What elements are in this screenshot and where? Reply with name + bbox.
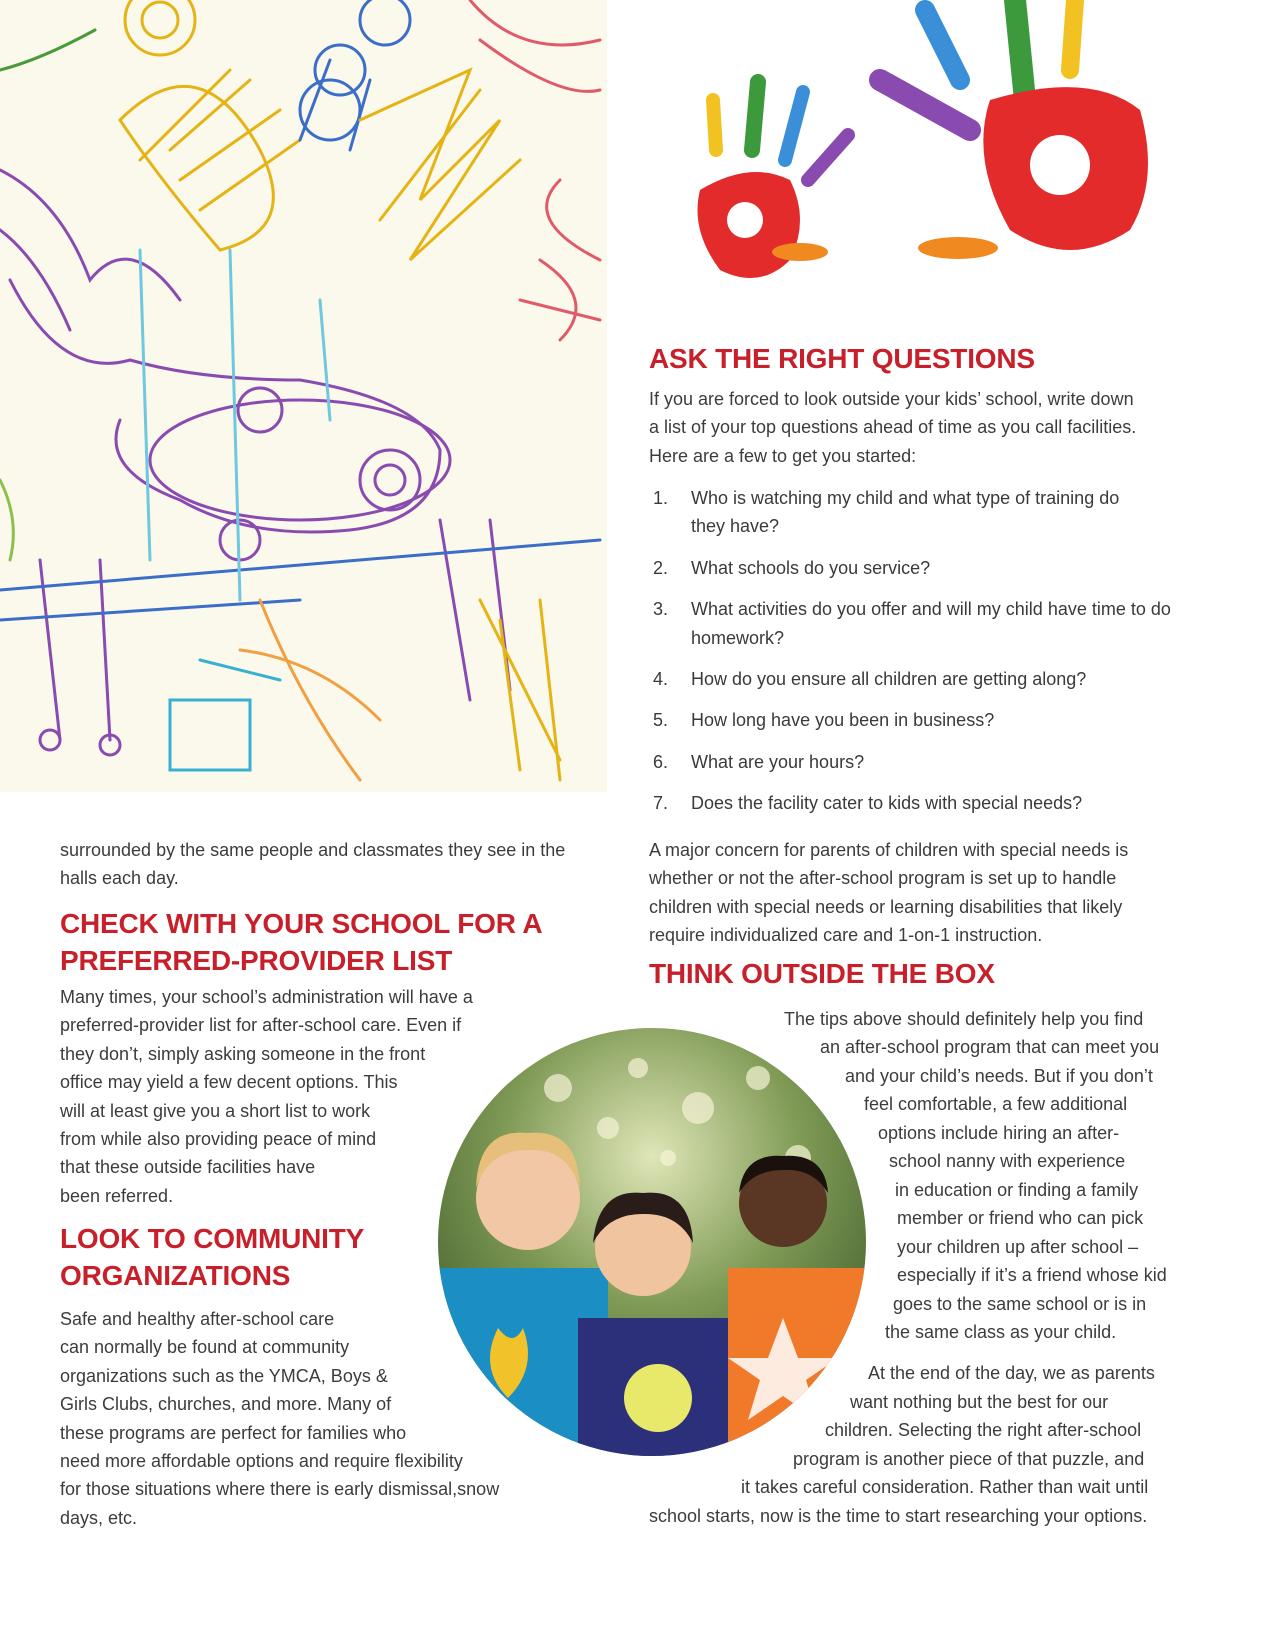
think-outside-line: and your child’s needs. But if you don’t bbox=[845, 1066, 1153, 1086]
community-line: days, etc. bbox=[60, 1507, 138, 1528]
special-needs-line: whether or not the after-school program is set up to handle bbox=[649, 868, 1117, 889]
think-outside-line: children. Selecting the right after-school bbox=[825, 1420, 1142, 1440]
question-number: 3. bbox=[653, 599, 669, 620]
think-outside-line: program is another piece of that puzzle, and bbox=[793, 1449, 1145, 1469]
kids-photo bbox=[438, 1028, 866, 1456]
check-school-line: been referred. bbox=[60, 1185, 174, 1206]
crayon-doodle-image bbox=[0, 0, 607, 792]
check-school-line: Many times, your school’s administration will have a bbox=[60, 987, 473, 1007]
check-school-line: that these outside facilities have bbox=[60, 1157, 316, 1178]
check-school-heading-line: CHECK WITH YOUR SCHOOL FOR A bbox=[60, 908, 543, 939]
community-line: can normally be found at community bbox=[60, 1337, 350, 1358]
ask-questions-heading: ASK THE RIGHT QUESTIONS bbox=[649, 343, 1035, 374]
think-outside-line: your children up after school – bbox=[897, 1237, 1139, 1257]
check-school-line: will at least give you a short list to work bbox=[60, 1100, 371, 1121]
question-number: 5. bbox=[653, 710, 669, 731]
check-school-line: office may yield a few decent options. This bbox=[60, 1072, 398, 1093]
community-line: organizations such as the YMCA, Boys & bbox=[60, 1365, 388, 1386]
check-school-line: they don’t, simply asking someone in the front bbox=[60, 1043, 426, 1064]
question-number: 2. bbox=[653, 557, 669, 578]
think-outside-line: feel comfortable, a few additional bbox=[864, 1094, 1128, 1114]
check-school-paragraph bbox=[60, 983, 500, 1210]
think-outside-line: the same class as your child. bbox=[885, 1322, 1117, 1342]
handprints-image bbox=[690, 0, 1220, 300]
question-item bbox=[653, 554, 1193, 582]
question-text: What schools do you service? bbox=[691, 557, 931, 578]
community-line: need more affordable options and require flexibility bbox=[60, 1451, 463, 1472]
question-text: Does the facility cater to kids with special needs? bbox=[691, 793, 1083, 814]
community-heading-line: LOOK TO COMMUNITY bbox=[60, 1223, 365, 1254]
community-line: for those situations where there is early dismissal,snow bbox=[60, 1479, 500, 1500]
check-school-line: preferred-provider list for after-school care. Even if bbox=[60, 1015, 462, 1036]
special-needs-line: A major concern for parents of children with special needs is bbox=[649, 840, 1129, 860]
question-number: 1. bbox=[653, 488, 669, 508]
question-item bbox=[653, 789, 1193, 817]
think-outside-line: At the end of the day, we as parents bbox=[868, 1363, 1155, 1383]
question-text: How do you ensure all children are getting along? bbox=[691, 669, 1087, 690]
check-school-heading bbox=[60, 905, 542, 979]
think-outside-line: school starts, now is the time to start researching your options. bbox=[649, 1506, 1148, 1526]
think-outside-line: an after-school program that can meet you bbox=[820, 1037, 1160, 1057]
community-line: Girls Clubs, churches, and more. Many of bbox=[60, 1394, 392, 1415]
think-outside-line: options include hiring an after- bbox=[878, 1123, 1120, 1143]
think-outside-line: The tips above should definitely help you find bbox=[784, 1009, 1144, 1029]
question-item bbox=[653, 484, 1151, 541]
think-outside-line: in education or finding a family bbox=[895, 1180, 1139, 1200]
continuation-line: halls each day. bbox=[60, 868, 179, 889]
question-text: Who is watching my child and what type of training do they have? bbox=[691, 488, 1120, 537]
question-number: 6. bbox=[653, 751, 669, 772]
question-item bbox=[653, 665, 1193, 693]
check-school-heading-line: PREFERRED-PROVIDER LIST bbox=[60, 945, 453, 976]
continuation-paragraph bbox=[60, 836, 620, 893]
community-line: these programs are perfect for families who bbox=[60, 1422, 407, 1443]
ask-intro-line: If you are forced to look outside your kids’ school, write down bbox=[649, 389, 1134, 409]
think-outside-line: member or friend who can pick bbox=[897, 1208, 1144, 1228]
think-outside-line: especially if it’s a friend whose kid bbox=[897, 1265, 1167, 1285]
continuation-line: surrounded by the same people and classmates they see in the bbox=[60, 840, 566, 860]
question-item bbox=[653, 748, 1193, 776]
special-needs-line: require individualized care and 1-on-1 instruction. bbox=[649, 925, 1043, 946]
question-text: How long have you been in business? bbox=[691, 710, 995, 731]
think-outside-line: goes to the same school or is in bbox=[893, 1294, 1147, 1314]
ask-intro-line: Here are a few to get you started: bbox=[649, 445, 917, 466]
special-needs-paragraph bbox=[649, 836, 1209, 950]
question-number: 7. bbox=[653, 793, 669, 814]
think-outside-heading: THINK OUTSIDE THE BOX bbox=[649, 958, 995, 989]
think-outside-line: want nothing but the best for our bbox=[850, 1392, 1109, 1412]
community-heading-line: ORGANIZATIONS bbox=[60, 1260, 291, 1291]
community-line: Safe and healthy after-school care bbox=[60, 1309, 335, 1329]
question-number: 4. bbox=[653, 669, 669, 690]
ask-intro-paragraph bbox=[649, 385, 1209, 470]
question-item bbox=[653, 706, 1193, 734]
questions-list bbox=[653, 484, 1193, 831]
think-outside-line: it takes careful consideration. Rather than wait until bbox=[741, 1477, 1149, 1497]
ask-intro-line: a list of your top questions ahead of time as you call facilities. bbox=[649, 417, 1137, 438]
special-needs-line: children with special needs or learning disabilities that likely bbox=[649, 896, 1123, 917]
think-outside-line: school nanny with experience bbox=[889, 1151, 1126, 1171]
check-school-line: from while also providing peace of mind bbox=[60, 1129, 377, 1150]
question-text: What are your hours? bbox=[691, 751, 865, 772]
community-heading bbox=[60, 1220, 364, 1294]
question-text: What activities do you offer and will my child have time to do homework? bbox=[691, 599, 1171, 648]
question-item bbox=[653, 595, 1181, 652]
